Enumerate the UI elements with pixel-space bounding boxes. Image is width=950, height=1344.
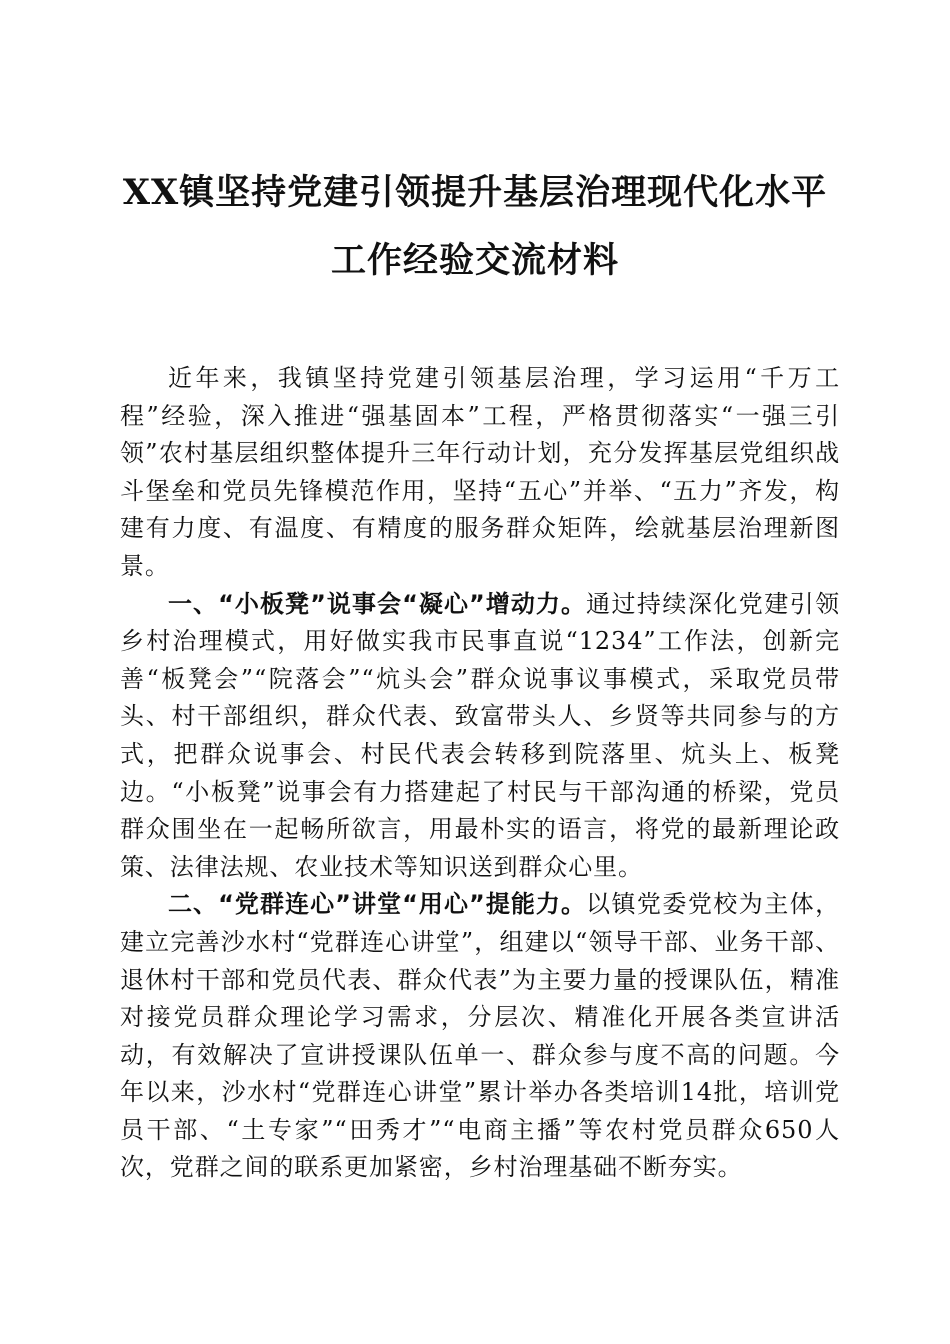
- document-body: [120, 360, 840, 1187]
- section-1-paragraph: [120, 586, 840, 887]
- document-title-line-1: XX镇坚持党建引领提升基层治理现代化水平: [122, 172, 828, 213]
- paragraph-text: 近年来，我镇坚持党建引领基层治理，学习运用“千万工程”经验，深入推进“强基固本”工程，严格贯彻落实“一强三引领”农村基层组织整体提升三年行动计划，充分发挥基层党组织战斗堡垒和党员先锋模范作用，坚持“五心”并举、“五力”齐发，构建有力度、有温度、有精度的服务群众矩阵，绘就基层治理新图景。: [120, 364, 840, 580]
- paragraph-text: 通过持续深化党建引领乡村治理模式，用好做实我市民事直说“1234”工作法，创新完善“板凳会”“院落会”“炕头会”群众说事议事模式，采取党员带头、村干部组织，群众代表、致富带头人、乡贤等共同参与的方式，把群众说事会、村民代表会转移到院落里、炕头上、板凳边。“小板凳”说事会有力搭建起了村民与干部沟通的桥梁，党员群众围坐在一起畅所欲言，用最朴实的语言，将党的最新理论政策、法律法规、农业技术等知识送到群众心里。: [120, 589, 840, 881]
- section-1-heading: 一、“小板凳”说事会“凝心”增动力。: [168, 589, 587, 618]
- document-title-line-2: 工作经验交流材料: [330, 240, 619, 281]
- paragraph-text: 以镇党委党校为主体，建立完善沙水村“党群连心讲堂”，组建以“领导干部、业务干部、退休村干部和党员代表、群众代表”为主要力量的授课队伍，精准对接党员群众理论学习需求，分层次、精准化开展各类宣讲活动，有效解决了宣讲授课队伍单一、群众参与度不高的问题。今年以来，沙水村“党群连心讲堂”累计举办各类培训14批，培训党员干部、“土专家”“田秀才”“电商主播”等农村党员群众650人次，党群之间的联系更加紧密，乡村治理基础不断夯实。: [120, 890, 840, 1182]
- intro-paragraph: [120, 360, 840, 586]
- section-2-heading: 二、“党群连心”讲堂“用心”提能力。: [168, 890, 587, 919]
- section-2-paragraph: [120, 886, 840, 1187]
